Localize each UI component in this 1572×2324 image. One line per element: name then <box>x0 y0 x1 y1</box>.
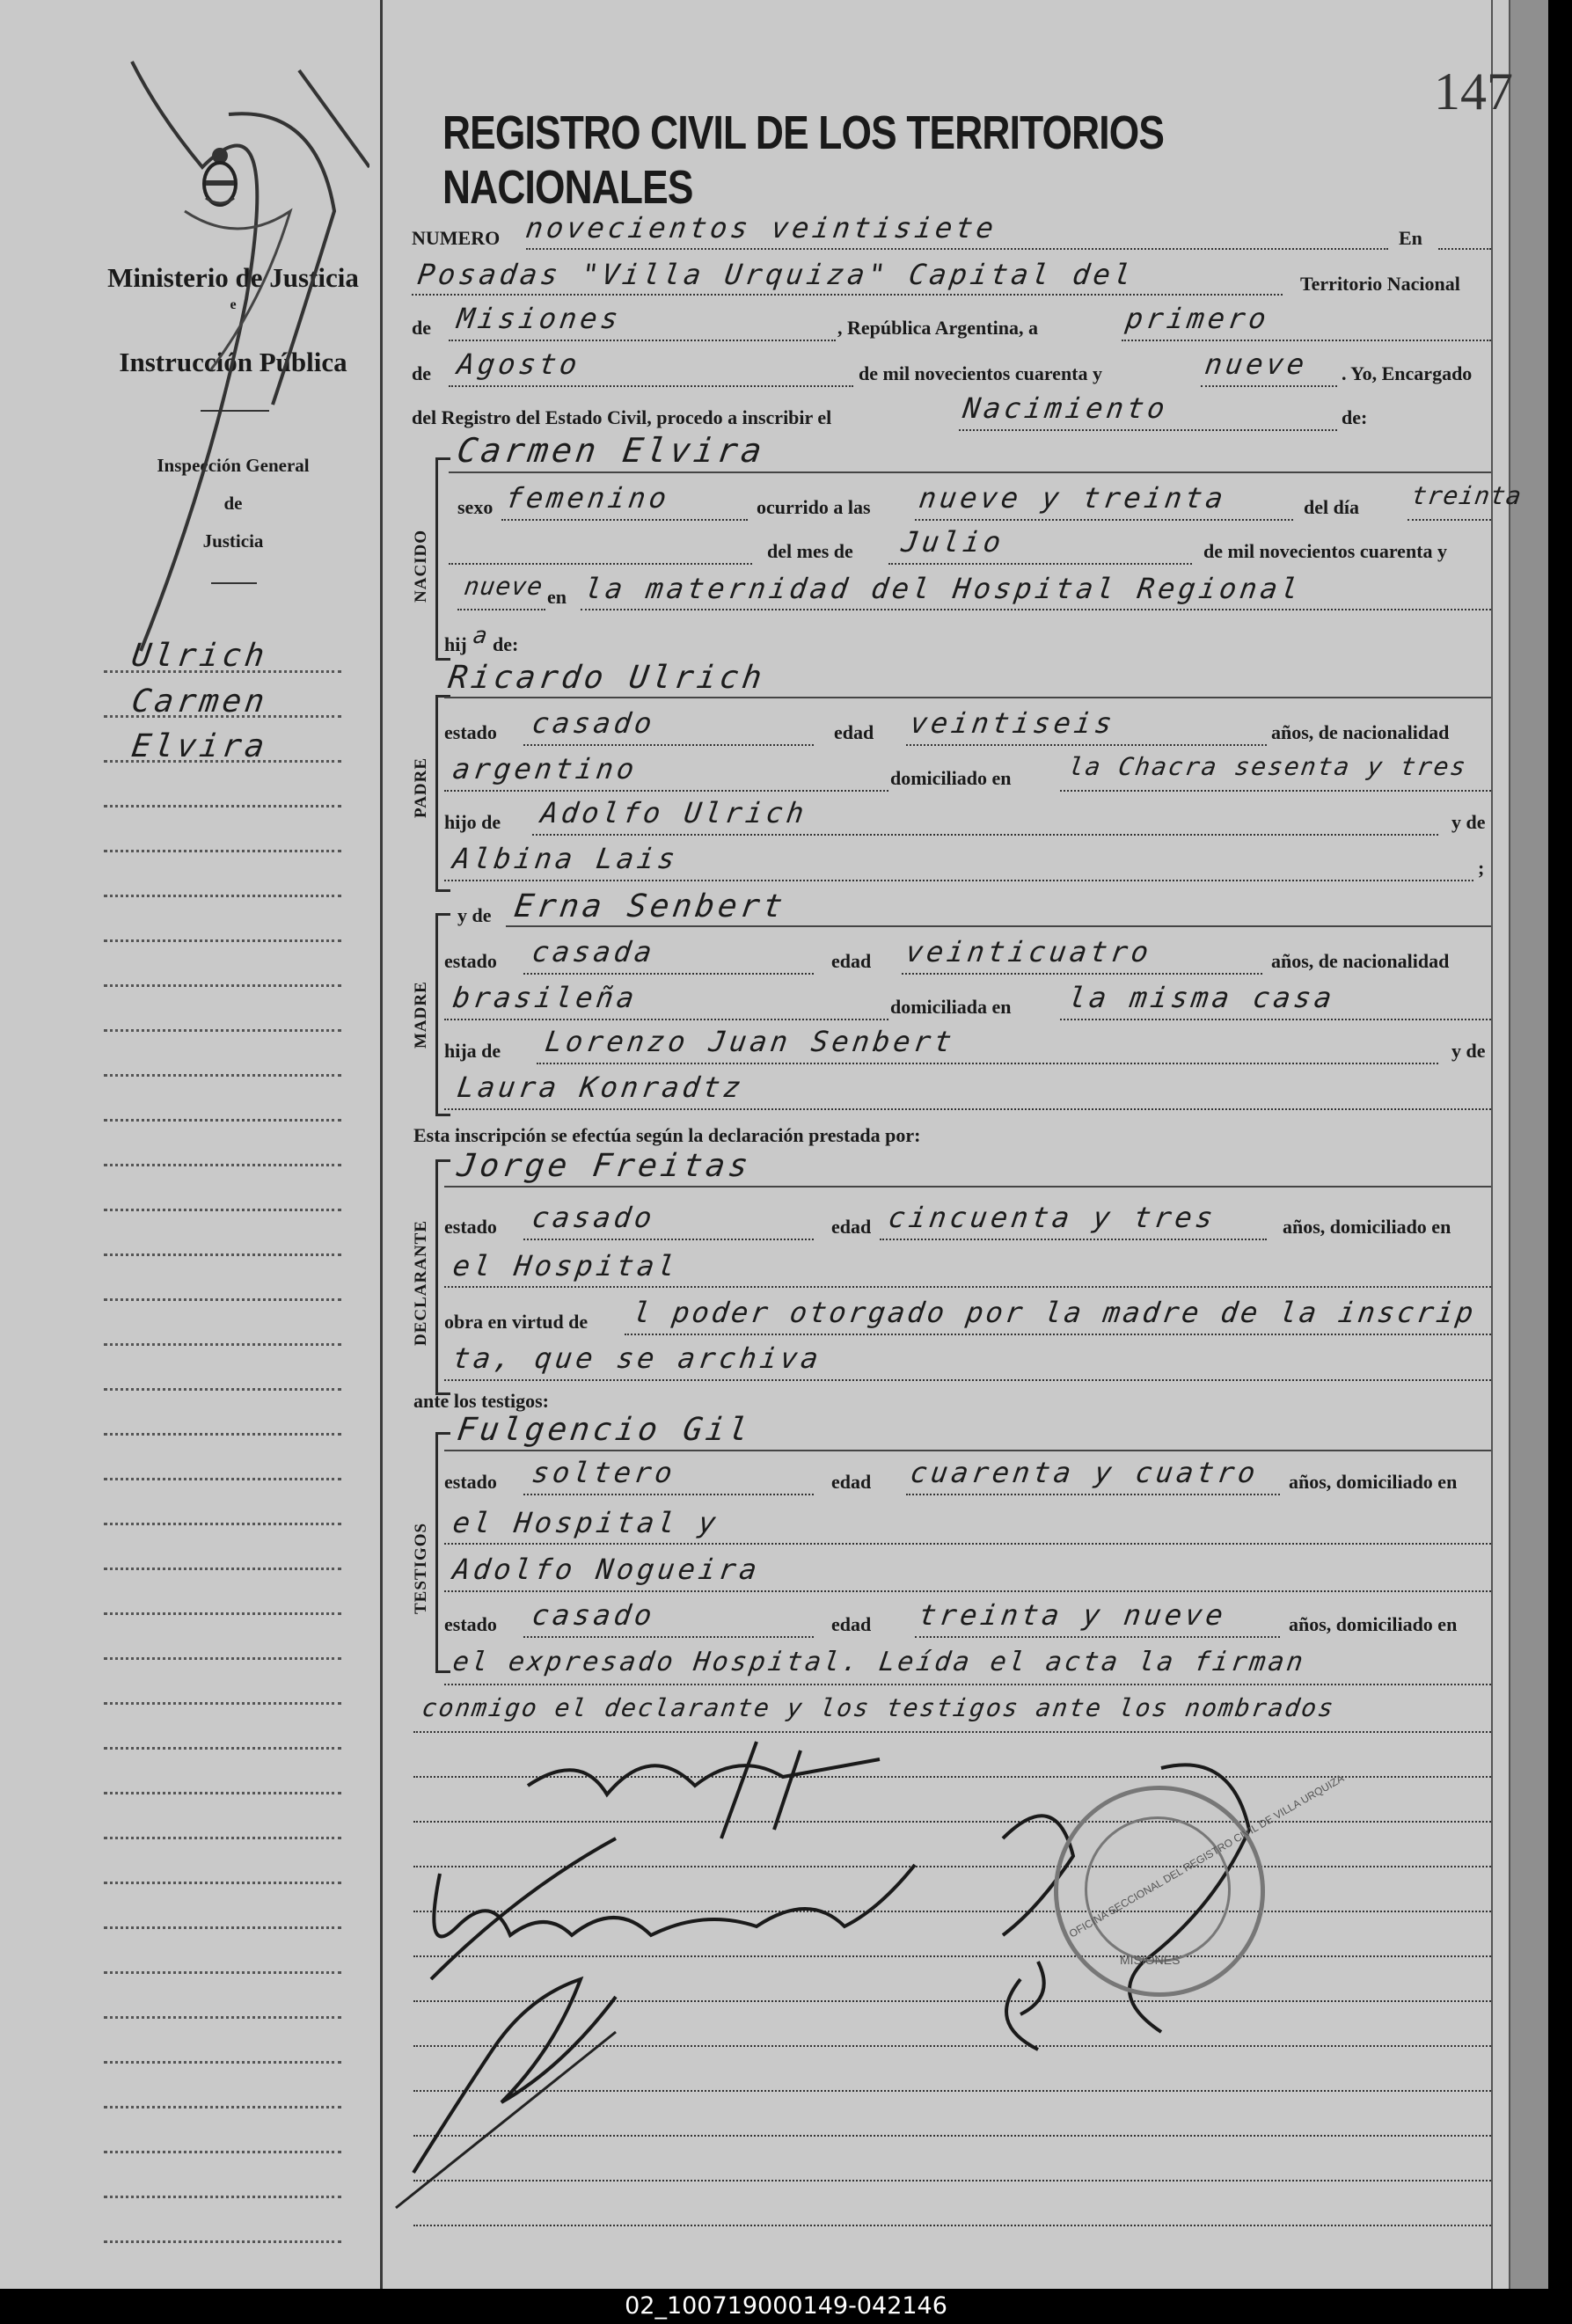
madre-madre-value: Laura Konradtz <box>455 1071 747 1104</box>
margin-ruled-line <box>104 1837 341 1839</box>
padre-end-label: ; <box>1478 857 1485 879</box>
padre-domiciliado-label: domiciliado en <box>890 767 1012 789</box>
madre-nac-line <box>444 1019 888 1020</box>
inspection-line1: Inspección General <box>157 455 310 476</box>
testigo1-name-line <box>444 1450 1491 1451</box>
margin-ruled-line <box>104 2196 341 2198</box>
hora-value: nueve y treinta <box>917 481 1229 515</box>
declarante-estado-line <box>523 1239 814 1240</box>
margin-ruled-line <box>104 939 341 942</box>
testigos-intro: ante los testigos: <box>413 1390 549 1412</box>
inspection-line3: Justicia <box>202 530 264 552</box>
margin-ruled-line <box>104 1747 341 1750</box>
t1-estado-value: soltero <box>530 1456 678 1489</box>
margin-ruled-line <box>104 670 341 673</box>
padre-hijo-de-label: hijo de <box>444 811 501 833</box>
right-rule <box>1491 0 1493 2322</box>
declarante-edad-value: cincuenta y tres <box>886 1201 1218 1234</box>
page-number: 147 <box>1434 62 1513 121</box>
testigo2-name: Adolfo Nogueira <box>450 1553 763 1586</box>
mes-line <box>888 563 1192 565</box>
margin-ruled-line <box>104 984 341 987</box>
declarante-estado-value: casado <box>530 1201 658 1234</box>
margin-ruled-line <box>104 1478 341 1480</box>
republica-label: , República Argentina, a <box>837 317 1038 339</box>
padre-name-line <box>444 697 1491 698</box>
declarante-edad-label: edad <box>831 1216 872 1238</box>
t1-dom-line <box>444 1543 1491 1545</box>
margin-ruled-line <box>104 1926 341 1929</box>
madre-dom-line <box>1060 1019 1491 1020</box>
t2-edad-label: edad <box>831 1613 872 1635</box>
de2-label: de <box>412 362 431 384</box>
hora-line <box>915 519 1293 521</box>
mes-label: del mes de <box>767 540 853 562</box>
margin-ruled-line <box>104 1612 341 1615</box>
nacido-line3-start <box>449 563 752 565</box>
padre-padre-line <box>532 834 1438 836</box>
declarante-anos-label: años, domiciliado en <box>1283 1216 1451 1238</box>
obra-value-2: ta, que se archiva <box>450 1341 824 1375</box>
testigo1-name: Fulgencio Gil <box>455 1412 754 1448</box>
declarante-estado-label: estado <box>444 1216 497 1238</box>
margin-ruled-line <box>104 760 341 763</box>
obra-label: obra en virtud de <box>444 1311 589 1333</box>
sexo-label: sexo <box>457 496 494 518</box>
declarante-dom-line <box>444 1286 1491 1288</box>
margin-ruled-line <box>104 895 341 897</box>
t2-dom-line <box>444 1684 1491 1685</box>
madre-hija-de-label: hija de <box>444 1040 501 1062</box>
territory-line <box>449 340 836 341</box>
madre-estado-value: casada <box>530 935 658 968</box>
madre-domicilio-value: la misma casa <box>1066 981 1338 1014</box>
nacido-en-label: en <box>547 586 567 608</box>
madre-padre-value: Lorenzo Juan Senbert <box>543 1025 957 1058</box>
file-id-bar <box>0 2289 1572 2324</box>
madre-edad-label: edad <box>831 950 872 972</box>
padre-madre-line <box>444 880 1473 881</box>
t1-edad-line <box>906 1494 1280 1495</box>
nacido-year-label: de mil novecientos cuarenta y <box>1203 540 1448 562</box>
t2-edad-value: treinta y nueve <box>917 1598 1229 1632</box>
margin-ruled-line <box>104 1792 341 1794</box>
t2-edad-line <box>915 1636 1280 1638</box>
obra-line <box>625 1334 1491 1335</box>
t2-estado-line <box>523 1636 814 1638</box>
padre-dom-line <box>1060 790 1491 792</box>
madre-estado-label: estado <box>444 950 497 972</box>
margin-middle-name: Elvira <box>129 728 270 764</box>
closing-text: conmigo el declarante y los testigos ante los nombrados <box>420 1693 1337 1722</box>
dia-line <box>1407 519 1491 521</box>
en-line <box>1438 248 1491 250</box>
nacido-year-value: nueve <box>462 572 545 601</box>
madre-madre-line <box>444 1108 1491 1110</box>
territory-value: Misiones <box>455 302 624 335</box>
margin-signature <box>106 35 369 669</box>
t1-anos-label: años, domiciliado en <box>1289 1471 1458 1493</box>
ministry-name: Ministerio de Justicia <box>107 262 359 293</box>
t1-edad-value: cuarenta y cuatro <box>908 1456 1261 1489</box>
year-label: de mil novecientos cuarenta y <box>859 362 1103 384</box>
margin-ruled-line <box>104 2151 341 2153</box>
nacido-brace <box>435 457 450 661</box>
binding-edge <box>1509 0 1548 2322</box>
margin-ruled-line <box>104 1971 341 1974</box>
margin-ruled-line <box>104 1298 341 1301</box>
hijo-label: hij <box>444 633 467 655</box>
obra-value: l poder otorgado por la madre de la inscrip <box>631 1296 1479 1329</box>
margin-ruled-line <box>104 1074 341 1077</box>
margin-ruled-line <box>104 1702 341 1705</box>
t2-domicilio-value: el expresado Hospital. Leída el acta la firman <box>450 1647 1308 1677</box>
margin-ruled-line <box>104 2016 341 2019</box>
file-id: 02_100719000149-042146 <box>625 2292 947 2320</box>
del-dia-label: del día <box>1304 496 1359 518</box>
nacido-year-line <box>457 609 545 610</box>
madre-anos-label: años, de nacionalidad <box>1271 950 1450 972</box>
madre-padre-line <box>537 1063 1438 1064</box>
padre-name: Ricardo Ulrich <box>446 660 768 696</box>
testigo2-name-line <box>444 1590 1491 1592</box>
declarante-edad-line <box>880 1239 1267 1240</box>
numero-value: novecientos veintisiete <box>523 211 999 245</box>
lugar-line <box>581 609 1491 610</box>
margin-ruled-line <box>104 1029 341 1032</box>
margin-ruled-line <box>104 2106 341 2108</box>
margin-ruled-line <box>104 2240 341 2243</box>
de3-label: de: <box>1342 406 1368 428</box>
sexo-value: femenino <box>503 481 672 515</box>
margin-ruled-line <box>104 1657 341 1660</box>
madre-domiciliada-label: domiciliada en <box>890 996 1012 1018</box>
margin-ruled-line <box>104 1119 341 1122</box>
margin-ruled-line <box>104 850 341 852</box>
margin-ruled-line <box>104 1253 341 1256</box>
numero-line <box>526 248 1388 250</box>
margin-surname: Ulrich <box>129 638 270 674</box>
padre-edad-value: veintiseis <box>908 706 1118 740</box>
day-line <box>1122 340 1491 341</box>
nacido-name: Carmen Elvira <box>454 431 768 470</box>
t1-domicilio-value: el Hospital y <box>450 1506 722 1539</box>
margin-ruled-line <box>104 805 341 808</box>
hijo-value: a <box>471 623 493 649</box>
stamp-ring-text: OFICINA SECCIONAL DEL REGISTRO CIVIL DE VILLA URQUIZA <box>1066 1772 1347 1940</box>
margin-ruled-line <box>104 1209 341 1211</box>
declarante-intro: Esta inscripción se efectúa según la declaración prestada por: <box>413 1124 921 1146</box>
madre-brace <box>435 913 450 1116</box>
padre-anos-label: años, de nacionalidad <box>1271 721 1450 743</box>
t2-estado-label: estado <box>444 1613 497 1635</box>
de-label: de <box>412 317 431 339</box>
margin-ruled-line <box>104 1343 341 1346</box>
madre-name-line <box>506 925 1491 927</box>
act-line <box>959 429 1337 431</box>
testigos-brace <box>435 1432 450 1673</box>
margin-ruled-line <box>104 1568 341 1570</box>
registro-label: del Registro del Estado Civil, procedo a inscribir el <box>412 406 832 428</box>
year-value: nueve <box>1203 347 1310 381</box>
margin-ruled-line <box>104 1388 341 1391</box>
t1-estado-line <box>523 1494 814 1495</box>
padre-estado-value: casado <box>530 706 658 740</box>
margin-ruled-line <box>104 1433 341 1436</box>
ocurrido-label: ocurrido a las <box>757 496 871 518</box>
padre-label: PADRE <box>412 756 430 818</box>
place-value: Posadas "Villa Urquiza" Capital del <box>415 258 1137 291</box>
madre-edad-value: veinticuatro <box>903 935 1154 968</box>
encargado-label: . Yo, Encargado <box>1342 362 1473 384</box>
t1-estado-label: estado <box>444 1471 497 1493</box>
dia-value: treinta <box>1409 481 1524 510</box>
hijo-de-label: de: <box>493 633 519 655</box>
official-stamp <box>1054 1772 1347 1997</box>
margin-ruled-line <box>104 1523 341 1525</box>
act-value: Nacimiento <box>961 391 1171 425</box>
padre-estado-label: estado <box>444 721 497 743</box>
madre-edad-line <box>902 973 1262 975</box>
ministry-conjunction: e <box>230 297 237 312</box>
territorio-label: Territorio Nacional <box>1300 273 1460 295</box>
madre-label: MADRE <box>412 981 430 1049</box>
nacido-label: NACIDO <box>412 529 430 603</box>
margin-given-name: Carmen <box>129 683 270 720</box>
obra-line-2 <box>444 1379 1491 1381</box>
margin-ruled-line <box>104 2061 341 2064</box>
padre-y-de-label: y de <box>1451 811 1486 833</box>
stamp-bottom-text: MISIONES <box>1120 1953 1181 1967</box>
madre-estado-line <box>523 973 814 975</box>
padre-domicilio-value: la Chacra sesenta y tres <box>1066 752 1469 781</box>
padre-padre-value: Adolfo Ulrich <box>538 796 810 829</box>
numero-label: NUMERO <box>412 227 501 249</box>
declarante-label: DECLARANTE <box>412 1219 430 1346</box>
declarante-domicilio-value: el Hospital <box>450 1249 681 1283</box>
en-label: En <box>1399 227 1422 249</box>
declarante-name: Jorge Freitas <box>455 1148 754 1184</box>
mes-value: Julio <box>899 525 1006 559</box>
day-value: primero <box>1123 302 1272 335</box>
margin-ruled-line <box>104 1882 341 1884</box>
month-line <box>449 385 853 387</box>
t2-anos-label: años, domiciliado en <box>1289 1613 1458 1635</box>
declarante-brace <box>435 1159 450 1395</box>
padre-edad-line <box>906 744 1267 746</box>
margin-rule <box>380 0 383 2322</box>
padre-nacionalidad-value: argentino <box>450 752 640 786</box>
madre-nacionalidad-value: brasileña <box>450 981 640 1014</box>
lugar-value: la maternidad del Hospital Regional <box>582 572 1304 605</box>
ministry-name-2: Instrucción Pública <box>119 347 347 377</box>
testigos-label: TESTIGOS <box>412 1522 430 1614</box>
t2-estado-value: casado <box>530 1598 658 1632</box>
margin-ruled-line <box>104 1164 341 1166</box>
padre-nac-line <box>444 790 888 792</box>
place-line <box>412 294 1283 296</box>
year-line <box>1201 385 1337 387</box>
madre-name: Erna Senbert <box>512 888 788 924</box>
register-title: REGISTRO CIVIL DE LOS TERRITORIOS NACIONALES <box>442 106 1165 214</box>
madre-y-de2-label: y de <box>1451 1040 1486 1062</box>
month-value: Agosto <box>455 347 583 381</box>
sexo-line <box>501 519 748 521</box>
padre-estado-line <box>523 744 814 746</box>
padre-edad-label: edad <box>834 721 874 743</box>
padre-madre-value: Albina Lais <box>450 842 681 875</box>
margin-ruled-line <box>104 715 341 718</box>
inspection-line2: de <box>223 493 243 514</box>
t1-edad-label: edad <box>831 1471 872 1493</box>
declarante-name-line <box>444 1186 1491 1188</box>
madre-y-de-label: y de <box>457 904 492 926</box>
nacido-name-line <box>449 471 1491 473</box>
